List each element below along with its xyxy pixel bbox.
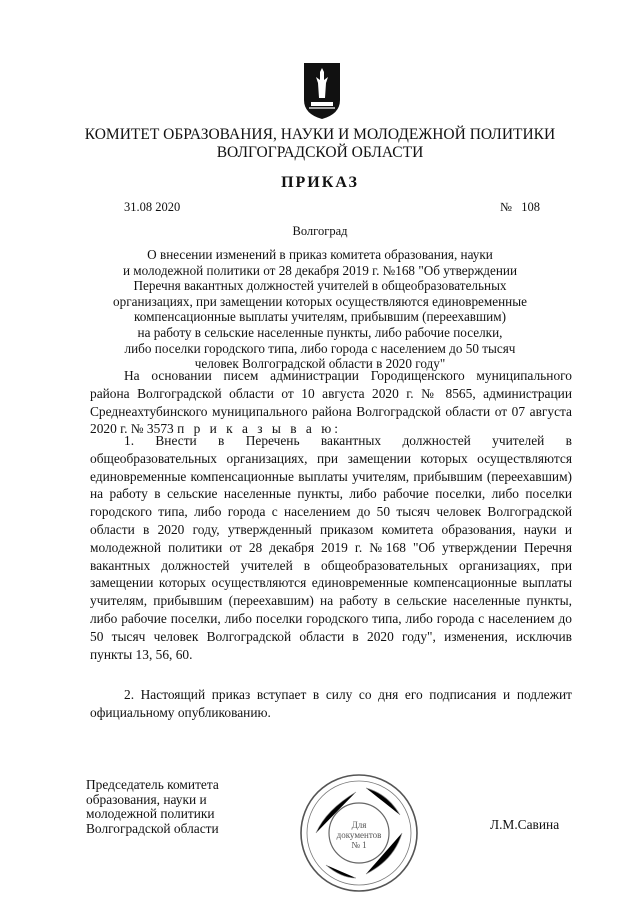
subject-line: и молодежной политики от 28 декабря 2019 г. №168 "Об утверждении — [122, 262, 518, 278]
preamble-text: На основании писем администрации Городищенского муниципального района Волгоградской области от 10 августа 2020 г. № 8565, администрации Среднеахтубинского муниципального района Волгоградской области от 07 августа 2020 г. № 3573 — [90, 368, 572, 437]
stamp-text: документов — [336, 830, 382, 840]
subject-line: либо поселки городского типа, либо города с населением до 50 тысяч — [124, 340, 516, 356]
position-line: образования, науки и — [86, 791, 207, 807]
order-word: п р и к а з ы в а ю: — [177, 421, 341, 437]
stamp-text: Для — [351, 820, 367, 830]
order-subject — [0, 247, 640, 372]
org-line-2: ВОЛГОГРАДСКОЙ ОБЛАСТИ — [216, 144, 424, 161]
subject-line: Перечня вакантных должностей учителей в общеобразовательных — [133, 278, 507, 294]
subject-line: человек Волгоградской области в 2020 году" — [194, 356, 446, 372]
signatory-name: Л.М.Савина — [490, 817, 560, 832]
preamble-paragraph — [90, 367, 572, 438]
subject-line: О внесении изменений в приказ комитета образования, науки — [147, 247, 493, 262]
paragraph-item-2: 2. Настоящий приказ вступает в силу со дня его подписания и подлежит официальному опубликованию. — [90, 687, 572, 720]
org-line-1: КОМИТЕТ ОБРАЗОВАНИЯ, НАУКИ И МОЛОДЕЖНОЙ ПОЛИТИКИ — [84, 126, 556, 143]
position-line: молодежной политики — [86, 806, 215, 821]
document-title: ПРИКАЗ — [281, 174, 359, 191]
subject-line: компенсационные выплаты учителям, прибывшим (переехавшим) — [134, 309, 506, 325]
position-line: Председатель комитета — [86, 777, 219, 792]
city-name: Волгоград — [292, 224, 348, 238]
subject-line: на работу в сельские населенные пункты, либо рабочие поселки, — [137, 324, 503, 340]
organization-name — [0, 126, 640, 162]
coat-of-arms-emblem — [303, 62, 341, 120]
stamp-text: № 1 — [351, 840, 367, 850]
official-stamp — [296, 770, 422, 896]
signatory-position — [86, 778, 266, 836]
document-number: № 108 — [500, 200, 541, 214]
document-date: 31.08 2020 — [124, 200, 181, 214]
subject-line: организациях, при замещении которых осуществляются единовременные — [113, 293, 527, 309]
paragraph-item-1: 1. Внести в Перечень вакантных должностей учителей в общеобразовательных организациях, при замещении которых осуществляются единовременные компенсационные выплаты учителям, прибывшим (переехавшим) на работу в сельские населенные пункты, либо рабочие поселки, либо поселки городского типа, либо города с населением до 50 тысяч человек Волгоградской области в 2020 году, утвержденный приказом комитета образования, науки и молодежной политики от 28 декабря 2019 г. №168 "Об утверждении Перечня вакантных должностей учителей в общеобразовательных организациях, при замещении которых осуществляются единовременные компенсационные выплаты учителям, прибывшим (переехавшим) на работу в сельские населенные пункты, либо рабочие поселки, либо поселки городского типа, либо города с населением до 50 тысяч человек Волгоградской области в 2020 году", изменения, исключив пункты 13, 56, 60. — [90, 433, 572, 662]
position-line: Волгоградской области — [86, 820, 219, 836]
